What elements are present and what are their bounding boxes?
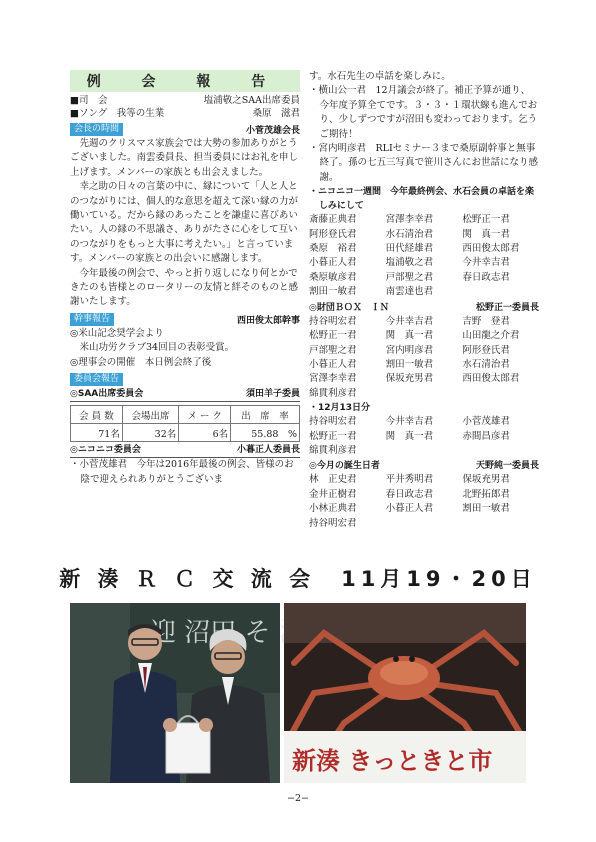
photo-crab-sign xyxy=(284,603,526,783)
weekly-names xyxy=(309,213,539,299)
name-item: 割田一敏君 xyxy=(309,286,357,298)
secretary-speaker: 西田俊太郎幹事 xyxy=(236,315,300,326)
name-item: 割田一敏君 xyxy=(385,358,434,370)
table-header-cell: メ ー ク xyxy=(179,406,231,424)
role-value: 塩浦敬之SAA出席委員 xyxy=(203,95,300,106)
secretary-label: 幹事報告 xyxy=(70,313,114,326)
photo-handover xyxy=(70,603,280,783)
president-header xyxy=(70,123,300,136)
saa-chair: 須田羊子委員 xyxy=(245,389,300,400)
president-label: 会長の時間 xyxy=(70,123,123,136)
table-header-cell: 会場出席 xyxy=(122,406,178,424)
role-row-song xyxy=(70,107,300,120)
name-item: 宮内明彦君 xyxy=(385,344,434,356)
name-item: 松野正一君 xyxy=(462,214,510,226)
attendance-table xyxy=(70,405,300,442)
niko-chair: 小暮正人委員長 xyxy=(236,445,300,456)
secretary-line: ◎米山記念奨学会より xyxy=(70,327,164,339)
name-item: 小暮正人君 xyxy=(309,257,357,269)
photo-crab-drawing xyxy=(284,603,526,783)
birthday-chair: 天野純一委員長 xyxy=(475,461,539,472)
right-column xyxy=(309,70,539,531)
committee-header xyxy=(70,373,300,386)
name-item: 関 真一君 xyxy=(385,330,434,342)
name-item xyxy=(386,517,463,531)
president-paragraph: 先週のクリスマス家族会では大勢の参加ありがとうございました。南雲委員長、担当委員にはお礼を申し上げます。メンバーの家族とも出会えました。 xyxy=(70,138,299,178)
name-item: 桑原 裕君 xyxy=(309,243,357,255)
president-paragraph: 幸之助の日々の言葉の中に、縁について「人と人とのつながりには、個人的な意思を超えて深い縁の力が働いている。だから縁のあったことを謙虚に喜びあいたい。人の縁の不思議さ、ありがたさに心をして互いのつながりをもっと大事に考えたい。」と言っています。メンバーの家族との出会いに感謝します。 xyxy=(70,181,299,265)
weekly-title: ・ニコニコ一週間 今年最終例会、水石会員の卓話を楽しみにして xyxy=(309,187,535,212)
president-speaker: 小菅茂雄会長 xyxy=(245,126,300,136)
dec13-names xyxy=(309,415,539,458)
name-item: 小暮正人君 xyxy=(309,358,357,370)
name-item: 南雲達也君 xyxy=(385,286,434,298)
name-item xyxy=(386,444,463,458)
name-item: 宮澤李幸君 xyxy=(385,214,434,226)
name-item: 阿形登氏君 xyxy=(462,344,510,356)
birthday-header xyxy=(309,460,539,473)
birthday-title: ◎今月の誕生日者 xyxy=(309,461,380,472)
name-item: 割田一敏君 xyxy=(462,503,510,515)
name-item: 春日政志君 xyxy=(462,271,510,283)
table-row xyxy=(71,406,300,424)
name-item xyxy=(462,517,539,531)
table-cell: 55.88 % xyxy=(231,424,300,442)
report-title: 例 会 報 告 xyxy=(70,70,300,92)
name-item: 塩浦敬之君 xyxy=(385,257,434,269)
name-item: 今井幸吉君 xyxy=(462,257,510,269)
president-paragraph: 今年最後の例会で、やっと折り返しになり何とかできたのも皆様とのロータリーの友情と絆そのものと感謝いたします。 xyxy=(70,267,299,308)
role-value: 桑原 滋君 xyxy=(252,108,300,119)
name-item: 斎藤正典君 xyxy=(309,214,357,226)
name-item: 松野正一君 xyxy=(309,430,357,442)
name-item: 田代経雄君 xyxy=(385,243,434,255)
role-label: ■司 会 xyxy=(70,95,108,106)
name-item: 平井秀明君 xyxy=(385,474,434,486)
name-item: 松野正一君 xyxy=(309,330,357,342)
name-item: 関 真一君 xyxy=(462,228,510,240)
name-item: 保坂充男君 xyxy=(462,474,510,486)
zaidan-names xyxy=(309,315,539,401)
name-item: 春日政志君 xyxy=(385,488,434,500)
name-item: 西田俊太郎君 xyxy=(462,243,520,255)
name-item: 山田龍之介君 xyxy=(462,330,520,342)
name-item: 西田俊太郎君 xyxy=(462,373,520,385)
role-row-mc xyxy=(70,94,300,107)
name-item: 持谷明宏君 xyxy=(309,315,357,327)
name-item: 水石清治君 xyxy=(462,358,510,370)
name-item: 赤間昌彦君 xyxy=(462,430,510,442)
table-cell: 71名 xyxy=(71,424,123,442)
role-label: ■ソング 我等の生業 xyxy=(70,108,165,119)
secretary-line: 米山功労クラブ34回目の表彰受賞。 xyxy=(79,342,235,354)
name-item: 関 真一君 xyxy=(385,430,434,442)
name-item: 桑原敏彦君 xyxy=(309,271,357,283)
name-item: 今井幸吉君 xyxy=(385,315,434,327)
board-text: 迎 沼田 そ xyxy=(150,618,271,648)
name-item: 今井幸吉君 xyxy=(385,416,434,428)
table-header-cell: 会 員 数 xyxy=(71,406,123,424)
niko-text: ・小菅茂雄君 今年は2016年最後の例会、皆様のお陰で迎えられありがとうございま xyxy=(70,459,294,485)
table-row xyxy=(71,424,300,442)
name-item: 小林正典君 xyxy=(309,503,357,515)
banner-title: 新 湊 Ｒ Ｃ 交 流 会 11月19・20日 xyxy=(59,567,537,591)
name-item: 綿貫利彦君 xyxy=(309,387,357,399)
left-column xyxy=(70,70,300,487)
niko-title: ◎ニコニコ委員会 xyxy=(70,445,141,456)
committee-label: 委員会報告 xyxy=(70,373,123,386)
dec13-title: ・12月13日分 xyxy=(309,403,371,414)
name-item: 水石清治君 xyxy=(385,228,434,240)
name-item: 持谷明宏君 xyxy=(309,517,357,529)
name-item: 吉野 登君 xyxy=(462,315,510,327)
name-item: 持谷明宏君 xyxy=(309,416,357,428)
name-item: 阿形登氏君 xyxy=(309,228,357,240)
secretary-line: ◎理事会の開催 本日例会終了後 xyxy=(70,356,212,368)
secretary-header xyxy=(70,313,300,326)
niko-header xyxy=(70,444,300,458)
name-item: 保坂充男君 xyxy=(385,373,434,385)
table-cell: 32名 xyxy=(122,424,178,442)
niko-bullet: ・宮内明彦君 RLIセミナー３まで桑原副幹事と無事終了。孫の七五三写真で笹川さんにお世話になり感謝。 xyxy=(309,143,538,183)
name-item: 戸部聖之君 xyxy=(309,344,357,356)
zaidan-chair: 松野正一委員長 xyxy=(475,302,539,313)
photo-handover-drawing xyxy=(70,603,280,783)
niko-bullet: ・横山公一君 12月議会が終了。補正予算が通り、今年度予算全てです。３・３・１環状線も進んでおり、少しずつですが沼田も変わっております。乞うご期待！ xyxy=(309,85,538,140)
saa-title: ◎SAA出席委員会 xyxy=(70,389,144,400)
name-item: 林 正史君 xyxy=(309,474,357,486)
name-item: 戸部聖之君 xyxy=(385,271,434,283)
continuation-text: す。水石先生の卓話を楽しみに。 xyxy=(309,71,451,82)
table-header-cell: 出 席 率 xyxy=(231,406,300,424)
name-item: 小菅茂雄君 xyxy=(462,416,510,428)
name-item: 宮澤李幸君 xyxy=(309,373,357,385)
name-item: 北野拓郎君 xyxy=(462,488,510,500)
name-item: 小暮正人君 xyxy=(385,503,434,515)
saa-header xyxy=(70,388,300,402)
page-number: −2− xyxy=(287,793,309,804)
name-item xyxy=(462,285,539,299)
sign-text: 新湊 きっときと市 xyxy=(292,746,493,775)
name-item: 綿貫利彦君 xyxy=(309,444,357,456)
zaidan-title: ◎財団ＢＯＸ ＩＮ xyxy=(309,302,389,313)
name-item xyxy=(462,387,539,401)
birthday-names xyxy=(309,473,539,531)
name-item xyxy=(386,387,463,401)
zaidan-header xyxy=(309,302,539,315)
table-cell: 6名 xyxy=(179,424,231,442)
name-item xyxy=(462,444,539,458)
name-item: 金井正樹君 xyxy=(309,488,357,500)
